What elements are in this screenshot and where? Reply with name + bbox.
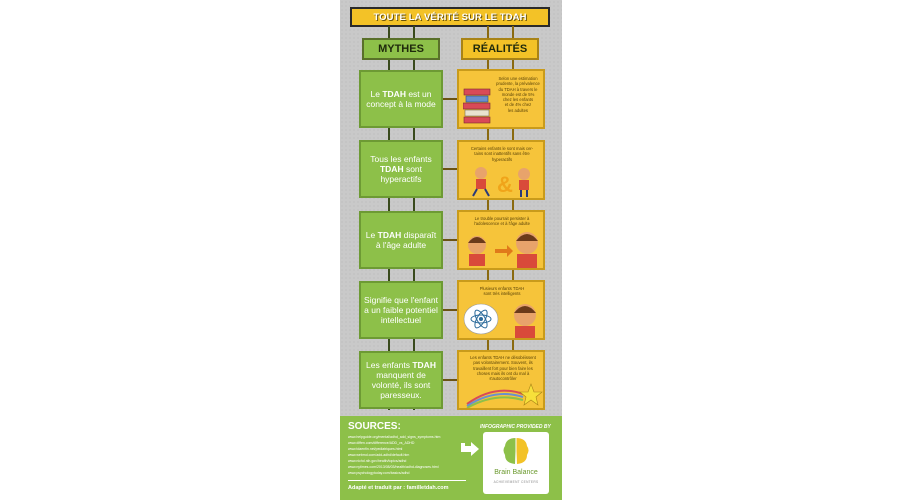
myth-text-2: Tous les enfants TDAH sont hyperactifs (370, 153, 432, 184)
myths-header: MYTHES (362, 38, 440, 60)
books-icon (463, 87, 491, 125)
source-link[interactable]: www.webmd.com/add-adhd/default.htm (348, 453, 410, 457)
reality-box-2 (457, 140, 545, 200)
source-link[interactable]: www.diffen.com/difference/ADD_vs_ADHD (348, 441, 415, 445)
row-connector (443, 309, 457, 311)
provided-by-label: INFOGRAPHIC PROVIDED BY (480, 424, 551, 430)
brain-balance-logo[interactable] (483, 432, 549, 494)
credit-text: Adapté et traduit par : familletdah.com (348, 485, 449, 491)
reality-box-1 (457, 69, 545, 129)
source-link[interactable]: www.nytimes.com/2013/08/03/health/adhd-diagnoses.html (348, 465, 439, 469)
source-link[interactable]: www.nichd.nih.gov/health/topics/adhd (348, 459, 407, 463)
reality-text-3: Le trouble pourrait persister à l'adolescence et à l'âge adulte (474, 216, 530, 227)
reality-text-1: Selon une estimation prudente, la prévalence du TDAH à travers le monde est de 5% chez les enfants et de 4% chez les adultes (496, 76, 540, 113)
myth-text-4: Signifie que l'enfant a un faible potentiel intellectuel (364, 294, 438, 325)
myth-text-1: Le TDAH est un concept à la mode (366, 88, 436, 109)
arrow-right-icon (459, 440, 481, 458)
row-connector (443, 239, 457, 241)
sources-title: SOURCES: (348, 421, 401, 432)
reality-text-4: Plusieurs enfants TDAH sont très intelligents (479, 286, 525, 297)
myth-box-2 (359, 140, 443, 198)
myth-box-5 (359, 351, 443, 409)
reality-text-2: Certains enfants le sont mais cer- tains sont inattentifs sans être hyperactifs (470, 146, 534, 162)
growing-boy-icon (465, 229, 541, 269)
myth-text-3: Le TDAH disparaît à l'âge adulte (365, 229, 437, 250)
reality-box-3 (457, 210, 545, 270)
kids-icon (469, 164, 537, 198)
realities-header: RÉALITÉS (461, 38, 539, 60)
row-connector (443, 168, 457, 170)
star-icon (465, 380, 543, 408)
row-connector (443, 379, 457, 381)
reality-text-5: Les enfants TDAH ne désobéissent pas volontairement. Souvent, ils travaillent fort pour bien faire les choses mais ils ont du mal à s'autocontrôler (470, 355, 536, 381)
row-connector (443, 98, 457, 100)
myth-box-4 (359, 281, 443, 339)
svg-text:&: & (497, 172, 513, 197)
source-link[interactable]: www.helpguide.org/mental/adhd_add_signs_symptoms.htm (348, 435, 441, 439)
divider (348, 480, 466, 481)
brain-icon (501, 436, 531, 466)
myth-text-5: Les enfants TDAH manquent de volonté, ils sont paresseux. (366, 359, 436, 401)
myth-box-1 (359, 70, 443, 128)
infographic (340, 0, 562, 500)
atom-icon (463, 297, 543, 339)
source-link[interactable]: www.tdaenfin.net/pediatriques.html (348, 447, 403, 451)
infographic-title: TOUTE LA VÉRITÉ SUR LE TDAH (350, 7, 550, 27)
myth-box-3 (359, 211, 443, 269)
reality-box-5 (457, 350, 545, 410)
source-link[interactable]: www.psychologytoday.com/basics/adhd (348, 471, 410, 475)
logo-subtitle: ACHIEVEMENT CENTERS (493, 480, 539, 484)
logo-name: Brain Balance (494, 469, 538, 476)
reality-box-4 (457, 280, 545, 340)
